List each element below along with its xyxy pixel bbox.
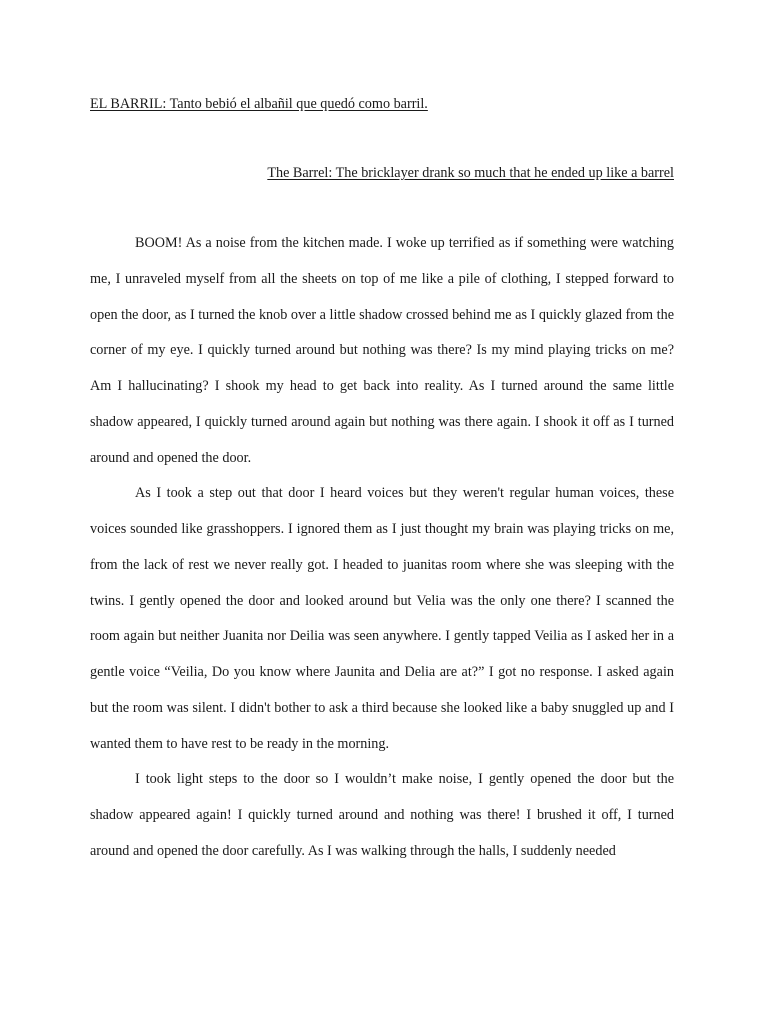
spanish-title: EL BARRIL: Tanto bebió el albañil que quedó como barril. <box>90 96 428 112</box>
english-title: The Barrel: The bricklayer drank so much that he ended up like a barrel <box>267 165 674 181</box>
paragraph-1: BOOM! As a noise from the kitchen made. I woke up terrified as if something were watching me, I unraveled myself from all the sheets on top of me like a pile of clothing, I stepped forward to open the door, as I turned the knob over a little shadow crossed behind me as I quickly glazed from the corner of my eye. I quickly turned around but nothing was there? Is my mind playing tricks on me? Am I hallucinating? I shook my head to get back into reality. As I turned around the same little shadow appeared, I quickly turned around again but nothing was there again. I shook it off as I turned around and opened the door. <box>90 235 674 466</box>
story-body <box>90 226 674 870</box>
paragraph-2: As I took a step out that door I heard voices but they weren't regular human voices, these voices sounded like grasshoppers. I ignored them as I just thought my brain was playing tricks on me, from the lack of rest we never really got. I headed to juanitas room where she was sleeping with the twins. I gently opened the door and looked around but Velia was the only one there? I scanned the room again but neither Juanita nor Deilia was seen anywhere. I gently tapped Veilia as I asked her in a gentle voice “Veilia, Do you know where Jaunita and Delia are at?” I got no response. I asked again but the room was silent. I didn't bother to ask a third because she looked like a baby snuggled up and I wanted them to have rest to be ready in the morning. <box>90 485 674 752</box>
document-page <box>90 0 674 1024</box>
paragraph-3: I took light steps to the door so I wouldn’t make noise, I gently opened the door but the shadow appeared again! I quickly turned around and nothing was there! I brushed it off, I turned around and opened the door carefully. As I was walking through the halls, I suddenly needed <box>90 771 674 859</box>
